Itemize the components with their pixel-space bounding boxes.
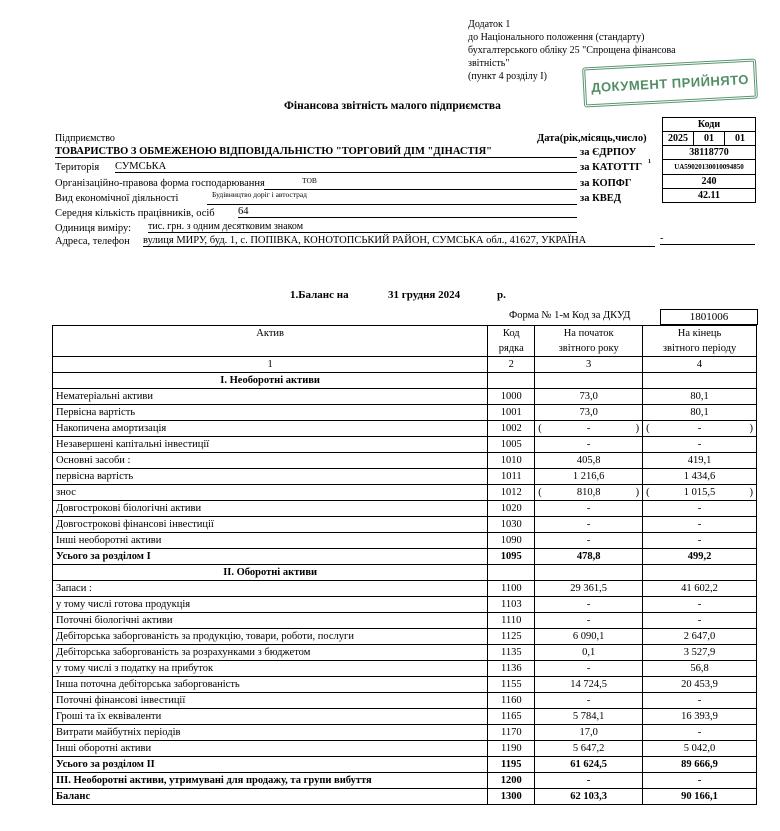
header-code-line2: рядка	[498, 343, 524, 354]
row-code: 1200	[488, 773, 535, 789]
total-row	[53, 549, 757, 565]
row-start: 73,0	[535, 405, 643, 421]
col-num-2: 2	[488, 357, 535, 373]
row-value: -	[586, 423, 591, 434]
row-name: Дебіторська заборгованість за продукцію, товари, роботи, послуги	[53, 629, 488, 645]
row-start: -	[535, 597, 643, 613]
row-start: -	[535, 533, 643, 549]
row-start	[535, 485, 643, 501]
row-end: -	[643, 613, 757, 629]
row-start: 17,0	[535, 725, 643, 741]
row-end: -	[643, 693, 757, 709]
activity-label: Вид економічної діяльності	[55, 193, 179, 204]
section-row	[53, 565, 757, 581]
col-num-4: 4	[643, 357, 757, 373]
open-paren: (	[538, 487, 542, 498]
table-row	[53, 709, 757, 725]
kved-code: 42.11	[662, 188, 756, 203]
row-name: Інша поточна дебіторська заборгованість	[53, 677, 488, 693]
header-start	[535, 326, 643, 357]
row-end: 3 527,9	[643, 645, 757, 661]
row-name: Витрати майбутніх періодів	[53, 725, 488, 741]
employees-label: Середня кількість працівників, осіб	[55, 208, 215, 219]
row-code: 1155	[488, 677, 535, 693]
row-start: 14 724,5	[535, 677, 643, 693]
paren-wrap	[646, 421, 753, 436]
appendix-line-4: звітність"	[468, 58, 510, 69]
row-name: Довгострокові фінансові інвестиції	[53, 517, 488, 533]
column-number-row	[53, 357, 757, 373]
appendix-line-5: (пункт 4 розділу І)	[468, 71, 547, 82]
table-row	[53, 661, 757, 677]
table-row	[53, 469, 757, 485]
row-name: у тому числі готова продукція	[53, 597, 488, 613]
row-start: 478,8	[535, 549, 643, 565]
col-num-1: 1	[53, 357, 488, 373]
table-row	[53, 421, 757, 437]
row-start: 62 103,3	[535, 789, 643, 805]
row-name: Основні засоби :	[53, 453, 488, 469]
row-name: Поточні біологічні активи	[53, 613, 488, 629]
header-active: Актив	[53, 326, 488, 357]
row-code: 1170	[488, 725, 535, 741]
close-paren: )	[635, 423, 640, 434]
table-row	[53, 533, 757, 549]
row-name: Усього за розділом І	[53, 549, 488, 565]
header-code	[488, 326, 535, 357]
enterprise-label: Підприємство	[55, 133, 115, 144]
table-row	[53, 645, 757, 661]
row-code: 1100	[488, 581, 535, 597]
row-code: 1125	[488, 629, 535, 645]
row-end: 90 166,1	[643, 789, 757, 805]
paren-wrap	[538, 485, 639, 500]
row-start	[535, 373, 643, 389]
balance-table	[52, 325, 757, 805]
row-end	[643, 565, 757, 581]
row-name: Накопичена амортизація	[53, 421, 488, 437]
row-end	[643, 421, 757, 437]
enterprise-name: ТОВАРИСТВО З ОБМЕЖЕНОЮ ВІДПОВІДАЛЬНІСТЮ "ТОРГОВИЙ ДІМ "ДІНАСТІЯ"	[55, 146, 577, 158]
row-name: Довгострокові біологічні активи	[53, 501, 488, 517]
row-end: 5 042,0	[643, 741, 757, 757]
paren-wrap	[538, 421, 639, 436]
row-code: 1000	[488, 389, 535, 405]
row-code: 1195	[488, 757, 535, 773]
table-row	[53, 501, 757, 517]
table-header-row	[53, 326, 757, 357]
row-code: 1012	[488, 485, 535, 501]
table-row	[53, 597, 757, 613]
row-code: 1190	[488, 741, 535, 757]
col-num-3: 3	[535, 357, 643, 373]
activity-underline	[207, 204, 577, 205]
row-code: 1103	[488, 597, 535, 613]
row-start: 6 090,1	[535, 629, 643, 645]
total-row	[53, 773, 757, 789]
row-start	[535, 421, 643, 437]
row-code: 1090	[488, 533, 535, 549]
row-end: -	[643, 533, 757, 549]
total-row	[53, 757, 757, 773]
row-end: 16 393,9	[643, 709, 757, 725]
table-row	[53, 677, 757, 693]
row-start: 73,0	[535, 389, 643, 405]
row-end: -	[643, 517, 757, 533]
row-code: 1002	[488, 421, 535, 437]
address-value: вулиця МИРУ, буд. 1, с. ПОПІВКА, КОНОТОПСЬКИЙ РАЙОН, СУМСЬКА обл., 41627, УКРАЇНА	[143, 235, 655, 247]
table-row	[53, 693, 757, 709]
table-row	[53, 517, 757, 533]
row-start: -	[535, 613, 643, 629]
open-paren: (	[538, 423, 542, 434]
row-start: -	[535, 517, 643, 533]
header-start-line2: звітного року	[558, 343, 619, 354]
row-code: 1165	[488, 709, 535, 725]
table-row	[53, 725, 757, 741]
row-code: 1005	[488, 437, 535, 453]
date-day: 01	[724, 131, 756, 146]
row-code	[488, 565, 535, 581]
unit-label: Одиниця виміру:	[55, 223, 131, 234]
row-end: 1 434,6	[643, 469, 757, 485]
row-name: первісна вартість	[53, 469, 488, 485]
table-row	[53, 581, 757, 597]
balance-title: 1.Баланс на	[290, 289, 349, 301]
dkud-code: 1801006	[660, 309, 758, 325]
kopfg-code: 240	[662, 174, 756, 189]
row-end: 499,2	[643, 549, 757, 565]
row-name: Інші оборотні активи	[53, 741, 488, 757]
legal-form-value: ТОВ	[302, 176, 317, 185]
appendix-line-1: Додаток 1	[468, 19, 511, 30]
row-code: 1136	[488, 661, 535, 677]
header-code-line1: Код	[502, 328, 520, 339]
row-name: Гроші та їх еквіваленти	[53, 709, 488, 725]
row-end: 80,1	[643, 389, 757, 405]
row-code: 1011	[488, 469, 535, 485]
close-paren: )	[749, 487, 753, 498]
header-end	[643, 326, 757, 357]
row-code	[488, 373, 535, 389]
balance-date: 31 грудня 2024	[388, 289, 461, 301]
appendix-line-2: до Національного положення (стандарту)	[468, 32, 645, 43]
table-row	[53, 629, 757, 645]
codes-header: Коди	[662, 117, 756, 132]
katottg-code: UA59020130010094850	[662, 159, 756, 175]
open-paren: (	[646, 487, 650, 498]
balance-date-suffix: р.	[497, 289, 506, 301]
row-start: -	[535, 773, 643, 789]
row-start: -	[535, 661, 643, 677]
unit-value: тис. грн. з одним десятковим знаком	[148, 221, 577, 233]
row-value: 810,8	[576, 487, 601, 498]
row-end: -	[643, 725, 757, 741]
close-paren: )	[749, 423, 753, 434]
date-year: 2025	[662, 131, 694, 146]
date-label: Дата(рік,місяць,число)	[537, 133, 647, 144]
row-code: 1001	[488, 405, 535, 421]
katottg-label: за КАТОТТГ	[580, 162, 643, 173]
stamp-text: ДОКУМЕНТ ПРИЙНЯТО	[590, 71, 750, 95]
row-code: 1010	[488, 453, 535, 469]
row-start: 405,8	[535, 453, 643, 469]
row-end: 80,1	[643, 405, 757, 421]
header-end-line2: звітного періоду	[662, 343, 737, 354]
legal-form-label: Організаційно-правова форма господарювання	[55, 178, 265, 189]
paren-wrap	[646, 485, 753, 500]
row-start: 1 216,6	[535, 469, 643, 485]
territory-value: СУМСЬКА	[115, 161, 577, 173]
row-end: 56,8	[643, 661, 757, 677]
table-row	[53, 437, 757, 453]
row-start: 5 784,1	[535, 709, 643, 725]
row-start: 29 361,5	[535, 581, 643, 597]
employees-value: 64	[238, 206, 577, 218]
row-end: 89 666,9	[643, 757, 757, 773]
row-name: Усього за розділом ІІ	[53, 757, 488, 773]
row-value: 1 015,5	[683, 487, 716, 498]
row-start: -	[535, 501, 643, 517]
edrpou-code: 38118770	[662, 145, 756, 160]
table-row	[53, 485, 757, 501]
row-start: -	[535, 693, 643, 709]
row-name: Незавершені капітальні інвестиції	[53, 437, 488, 453]
close-paren: )	[635, 487, 640, 498]
row-end: 419,1	[643, 453, 757, 469]
open-paren: (	[646, 423, 650, 434]
row-code: 1020	[488, 501, 535, 517]
header-end-line1: На кінець	[677, 328, 722, 339]
report-title: Фінансова звітність малого підприємства	[284, 100, 501, 112]
katottg-superscript: 1	[648, 159, 651, 165]
kved-label: за КВЕД	[580, 193, 621, 204]
row-name: Нематеріальні активи	[53, 389, 488, 405]
appendix-line-3: бухгалтерського обліку 25 "Спрощена фінансова	[468, 45, 676, 56]
legal-form-underline	[264, 189, 577, 190]
address-phone: -	[660, 233, 755, 245]
row-code: 1030	[488, 517, 535, 533]
accepted-stamp	[582, 58, 758, 107]
section-row	[53, 373, 757, 389]
row-code: 1110	[488, 613, 535, 629]
table-row	[53, 453, 757, 469]
row-end: -	[643, 501, 757, 517]
row-name: І. Необоротні активи	[53, 373, 488, 389]
row-name: у тому числі з податку на прибуток	[53, 661, 488, 677]
row-start	[535, 565, 643, 581]
row-name: Первісна вартість	[53, 405, 488, 421]
balance-rows	[53, 373, 757, 805]
row-name: Дебіторська заборгованість за розрахунками з бюджетом	[53, 645, 488, 661]
activity-value: Будівництво доріг і автострад	[212, 190, 307, 199]
row-start: 0,1	[535, 645, 643, 661]
date-month: 01	[693, 131, 725, 146]
row-start: 5 647,2	[535, 741, 643, 757]
row-value: -	[697, 423, 702, 434]
address-label: Адреса, телефон	[55, 236, 130, 247]
row-name: ІІ. Оборотні активи	[53, 565, 488, 581]
row-name: Запаси :	[53, 581, 488, 597]
table-row	[53, 613, 757, 629]
table-row	[53, 405, 757, 421]
row-name: ІІІ. Необоротні активи, утримувані для продажу, та групи вибуття	[53, 773, 488, 789]
edrpou-label: за ЄДРПОУ	[580, 147, 637, 158]
header-start-line1: На початок	[563, 328, 614, 339]
row-end	[643, 373, 757, 389]
territory-label: Територія	[55, 162, 100, 173]
row-end: -	[643, 773, 757, 789]
row-name: Інші необоротні активи	[53, 533, 488, 549]
row-end: -	[643, 597, 757, 613]
row-code: 1135	[488, 645, 535, 661]
table-row	[53, 741, 757, 757]
total-row	[53, 789, 757, 805]
row-end: 20 453,9	[643, 677, 757, 693]
kopfg-label: за КОПФГ	[580, 178, 632, 189]
form-label: Форма № 1-м Код за ДКУД	[509, 310, 631, 321]
row-end: -	[643, 437, 757, 453]
row-end: 2 647,0	[643, 629, 757, 645]
row-end: 41 602,2	[643, 581, 757, 597]
table-row	[53, 389, 757, 405]
row-code: 1095	[488, 549, 535, 565]
row-code: 1300	[488, 789, 535, 805]
row-start: -	[535, 437, 643, 453]
row-name: Баланс	[53, 789, 488, 805]
row-code: 1160	[488, 693, 535, 709]
row-end	[643, 485, 757, 501]
row-name: Поточні фінансові інвестиції	[53, 693, 488, 709]
row-start: 61 624,5	[535, 757, 643, 773]
row-name: знос	[53, 485, 488, 501]
